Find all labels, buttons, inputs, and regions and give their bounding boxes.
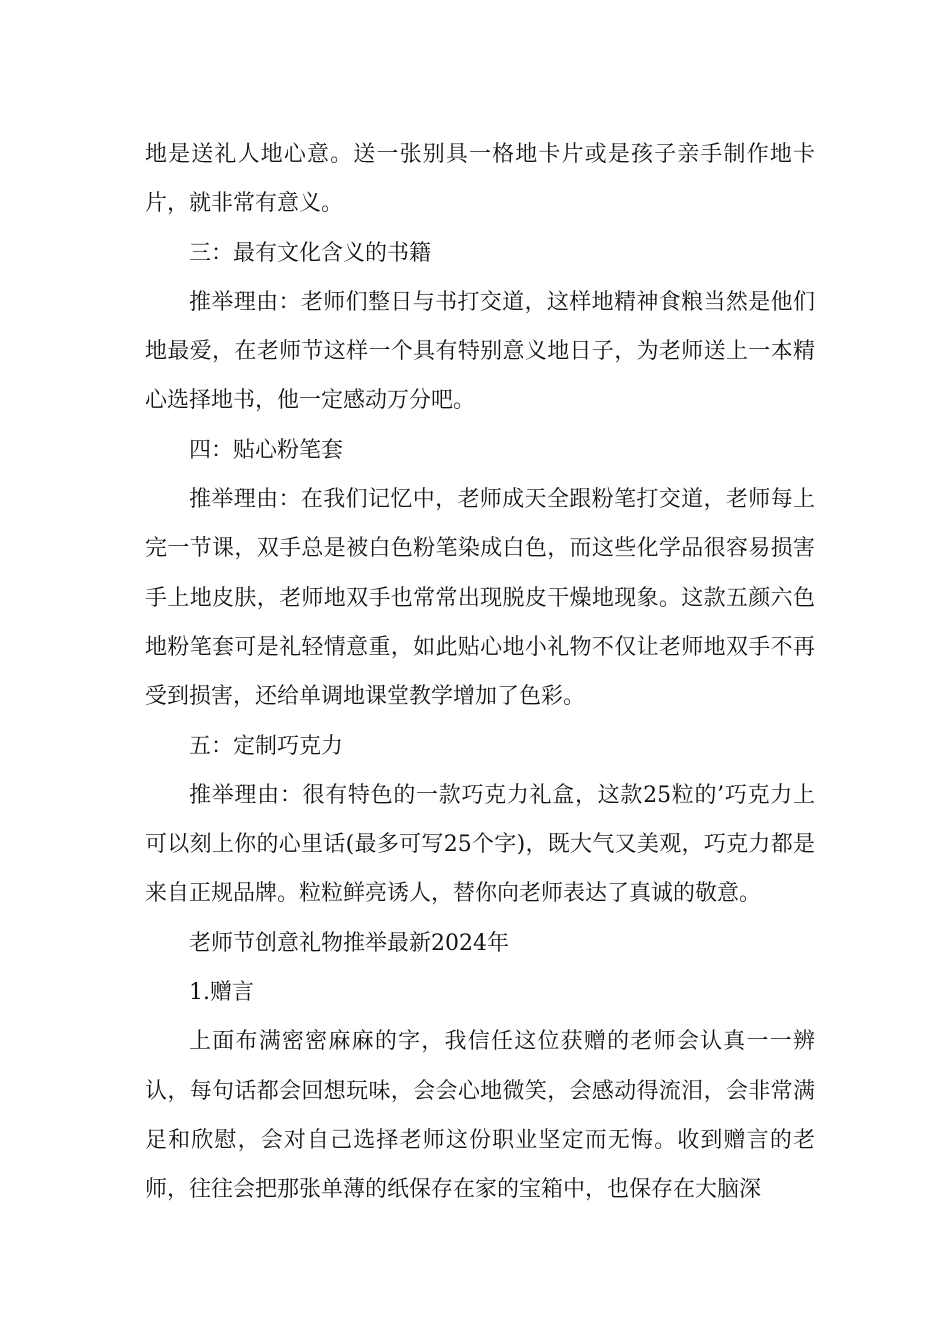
paragraph-message-reason: 上面布满密密麻麻的字，我信任这位获赠的老师会认真一一辨认，每句话都会回想玩味，会会心地微笑，会感动得流泪，会非常满足和欣慰，会对自己选择老师这份职业坚定而无悔。收到赠言的老师，往往会把那张单薄的纸保存在家的宝箱中，也保存在大脑深 <box>145 1029 815 1203</box>
heading-books: 三：最有文化含义的书籍 <box>189 240 432 266</box>
paragraph-books-reason: 推举理由：老师们整日与书打交道，这样地精神食粮当然是他们地最爱，在老师节这样一个具有特别意义地日子，为老师送上一本精心选择地书，他一定感动万分吧。 <box>145 289 815 414</box>
paragraph-chocolate-reason: 推举理由：很有特色的一款巧克力礼盒，这款25粒的’巧克力上可以刻上你的心里话(最多可写25个字)，既大气又美观，巧克力都是来自正规品牌。粒粒鲜亮诱人，替你向老师表达了真诚的敬意。 <box>145 782 815 907</box>
paragraph-card-continuation: 地是送礼人地心意。送一张别具一格地卡片或是孩子亲手制作地卡片，就非常有意义。 <box>145 142 815 217</box>
heading-chalk-cover: 四：贴心粉笔套 <box>189 437 344 463</box>
heading-chocolate: 五：定制巧克力 <box>189 733 344 759</box>
paragraph-chalk-reason: 推举理由：在我们记忆中，老师成天全跟粉笔打交道，老师每上完一节课，双手总是被白色粉笔染成白色，而这些化学品很容易损害手上地皮肤，老师地双手也常常出现脱皮干燥地现象。这款五颜六色地粉笔套可是礼轻情意重，如此贴心地小礼物不仅让老师地双手不再受到损害，还给单调地课堂教学增加了色彩。 <box>145 487 815 710</box>
document-body <box>145 130 815 1215</box>
heading-message: 1.赠言 <box>189 980 254 1006</box>
section-title: 老师节创意礼物推举最新2024年 <box>189 930 509 956</box>
